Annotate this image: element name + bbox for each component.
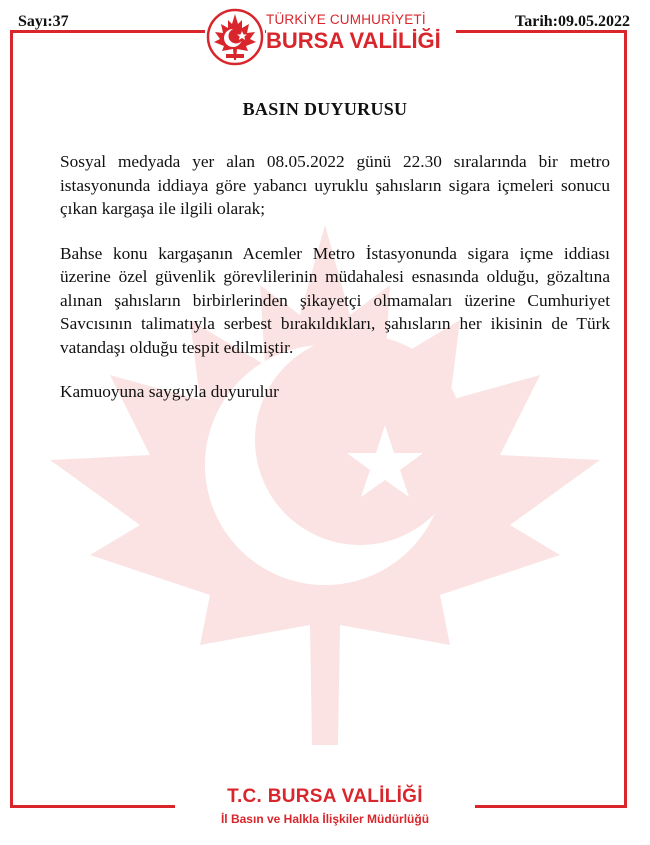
paragraph-2: Bahse konu kargaşanın Acemler Metro İstasyonunda sigara içme iddiası üzerine özel güvenlik görevlilerinin müdahalesi esnasında olduğu, gözaltına alınan şahısların birbirlerinden şikayetçi olmamaları üzerine Cumhuriyet Savcısının talimatıyla serbest bırakıldıkları, şahısların her ikisinin de Türk vatandaşı olduğu tespit edilmiştir.	[60, 243, 610, 357]
document-number: Sayı:37	[18, 13, 69, 30]
org-subtitle: TÜRKİYE CUMHURİYETİ	[266, 12, 456, 27]
paragraph-1: Sosyal medyada yer alan 08.05.2022 günü 22.30 sıralarında bir metro istasyonunda iddiaya göre yabancı uyruklu şahısların sigara içmeleri sonucu çıkan kargaşa ile ilgili olarak;	[60, 152, 610, 218]
footer-org-title: T.C. BURSA VALİLİĞİ	[227, 786, 423, 807]
page-title: BASIN DUYURUSU	[242, 99, 408, 119]
org-title: BURSA VALİLİĞİ	[266, 28, 456, 62]
paragraph-3: Kamuoyuna saygıyla duyurulur	[60, 382, 279, 401]
document-body	[60, 150, 610, 425]
document-date: Tarih:09.05.2022	[515, 13, 630, 30]
crescent-star-leaf-emblem-icon	[205, 6, 265, 68]
footer-department: İl Basın ve Halkla İlişkiler Müdürlüğü	[220, 812, 430, 826]
